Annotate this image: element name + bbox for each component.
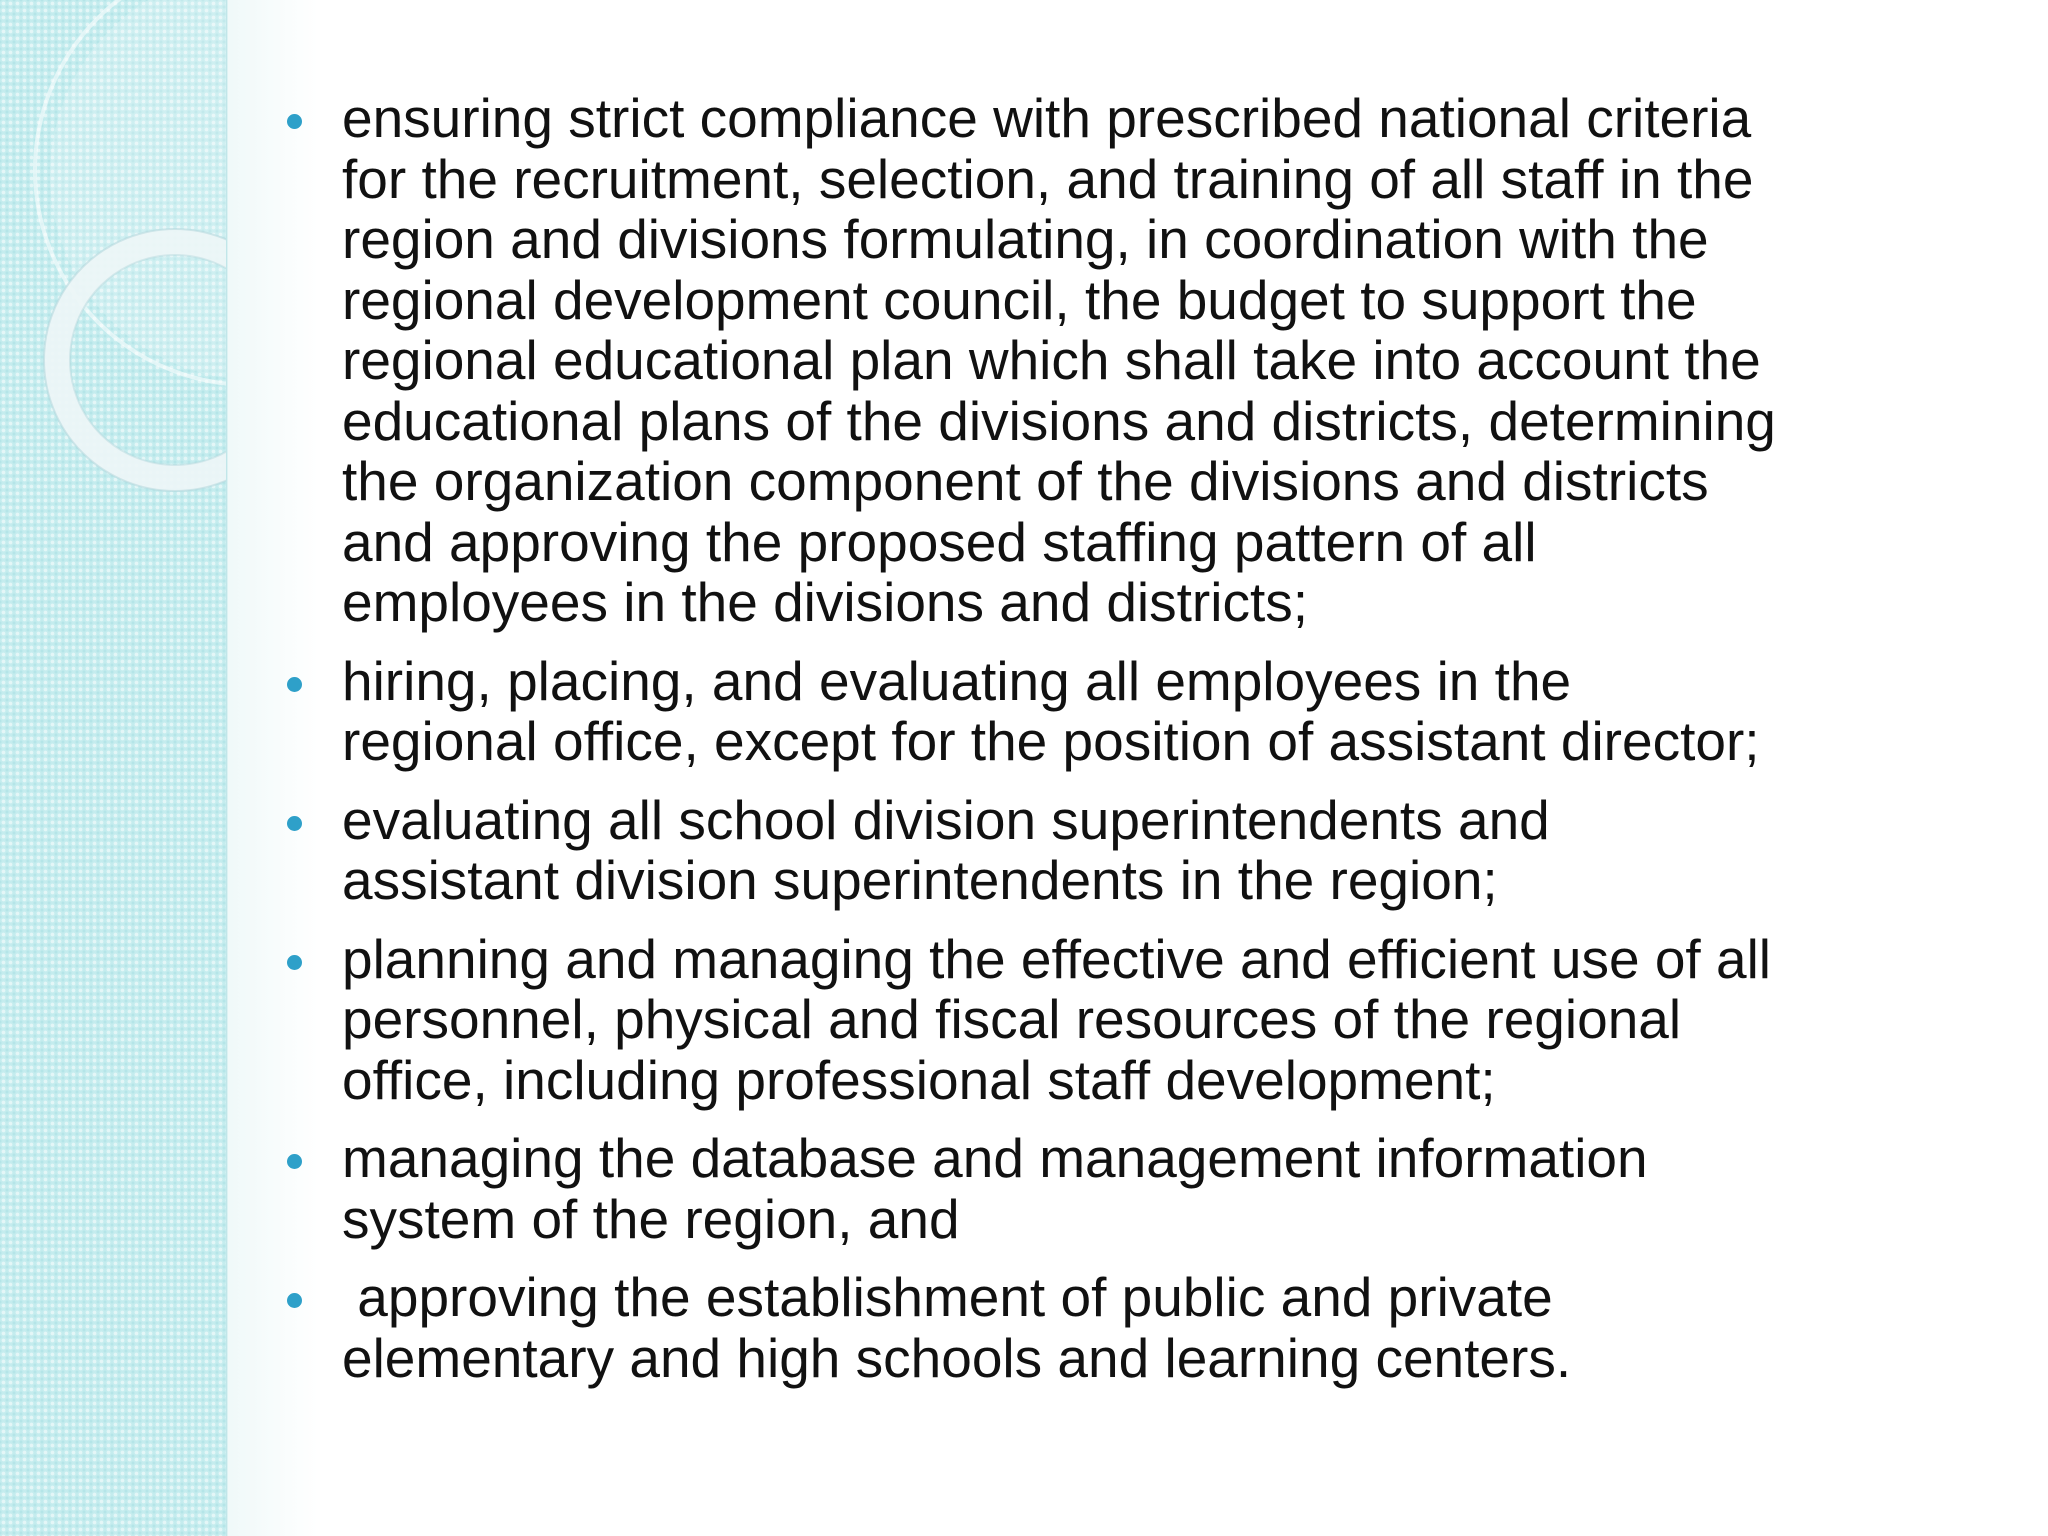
bullet-item	[280, 1128, 2000, 1249]
bullet-icon	[287, 1293, 302, 1308]
bullet-line: educational plans of the divisions and districts, determining	[342, 389, 1776, 452]
bullet-line: assistant division superintendents in the region;	[342, 849, 1498, 911]
bullet-icon	[287, 1154, 302, 1169]
bullet-icon	[287, 955, 302, 970]
bullet-item	[280, 88, 2000, 633]
bullet-line: approving the establishment of public and private	[342, 1266, 1553, 1328]
bullet-icon	[287, 677, 302, 692]
bullet-icon	[287, 114, 302, 129]
bullet-line: region and divisions formulating, in coordination with the	[342, 208, 1709, 270]
bullet-line: hiring, placing, and evaluating all employees in the	[342, 649, 1572, 712]
bullet-line: ensuring strict compliance with prescribed national criteria	[342, 87, 1752, 149]
bullet-list	[280, 88, 2000, 1388]
bullet-line: regional development council, the budget to support the	[342, 268, 1697, 331]
bullet-line: personnel, physical and fiscal resources of the regional	[342, 988, 1682, 1050]
slide-content	[280, 88, 2000, 1406]
bullet-item	[280, 1267, 2000, 1388]
bullet-item	[280, 651, 2000, 772]
bullet-line: managing the database and management information	[342, 1127, 1648, 1189]
bullet-line: regional educational plan which shall take into account the	[342, 329, 1761, 391]
bullet-line: system of the region, and	[342, 1187, 960, 1250]
bullet-line: planning and managing the effective and efficient use of all	[342, 927, 1772, 990]
bullet-line: the organization component of the divisions and districts	[342, 450, 1709, 512]
bullet-line: for the recruitment, selection, and training of all staff in the	[342, 147, 1754, 210]
bullet-line: evaluating all school division superintendents and	[342, 788, 1550, 851]
decorative-rings	[0, 0, 228, 1536]
bullet-line: regional office, except for the position of assistant director;	[342, 710, 1760, 772]
bullet-icon	[287, 816, 302, 831]
bullet-line: employees in the divisions and districts;	[342, 571, 1309, 633]
bullet-line: elementary and high schools and learning centers.	[342, 1326, 1572, 1389]
decorative-side-panel	[0, 0, 228, 1536]
bullet-item	[280, 929, 2000, 1111]
bullet-line: office, including professional staff development;	[342, 1048, 1496, 1111]
bullet-line: and approving the proposed staffing pattern of all	[342, 510, 1537, 573]
bullet-item	[280, 790, 2000, 911]
